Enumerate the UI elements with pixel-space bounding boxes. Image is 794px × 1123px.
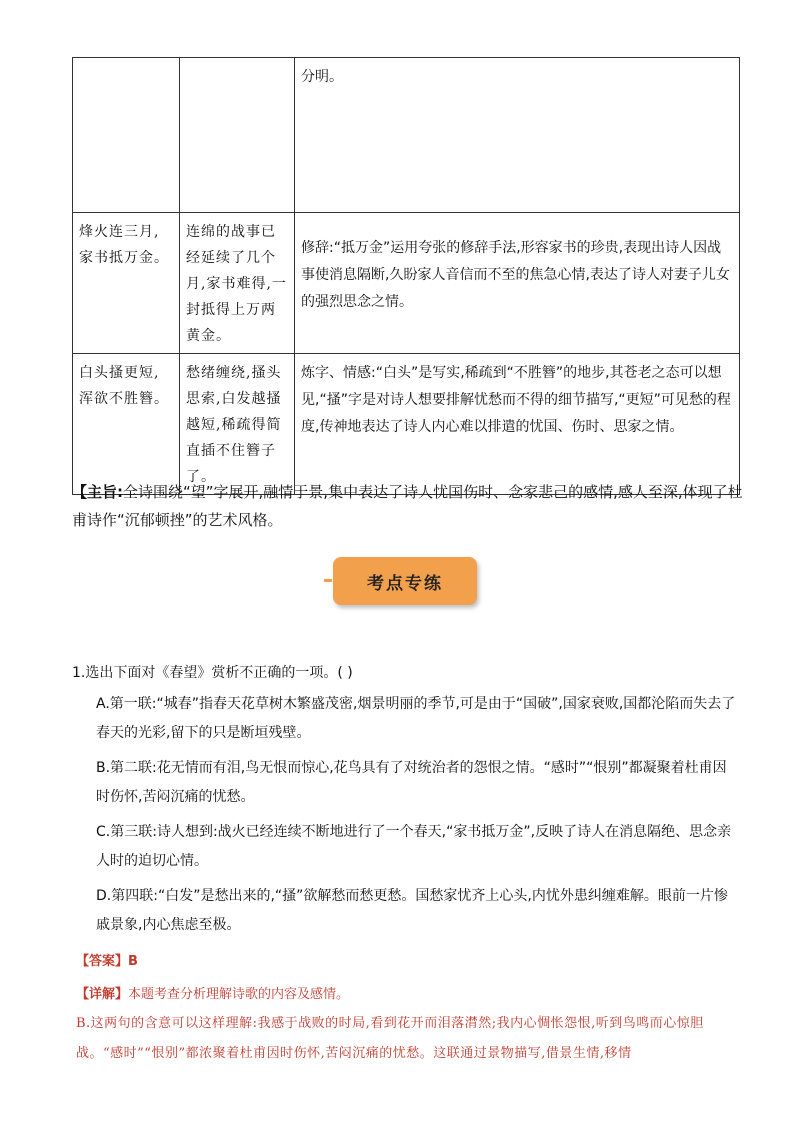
analysis-text: B.这两句的含意可以这样理解:我感于战败的时局,看到花开而泪落潸然;我内心惆怅怨恨,听到鸟鸣而心惊胆战。“感时”“恨别”都浓聚着杜甫因时伤怀,苦闷沉痛的忧愁。这联通过景物描写,借景生情,移情 [76, 1016, 704, 1061]
section-decoration [324, 579, 332, 582]
option-d: D.第四联:“白发”是愁出来的,“搔”欲解愁而愁更愁。国愁家忧齐上心头,内忧外患纠缠难解。眼前一片惨戚景象,内心焦虑至极。 [96, 888, 728, 933]
translation-text: 愁绪缠绕,搔头思索,白发越搔越短,稀疏得简直插不住簪子了。 [186, 365, 282, 485]
table-cell-empty [180, 58, 295, 213]
translation-text: 连绵的战事已经延续了几个月,家书难得,一封抵得上万两黄金。 [186, 224, 287, 344]
verse-text: 烽火连三月,家书抵万金。 [79, 224, 169, 266]
table-row [73, 354, 740, 495]
theme-text: 全诗围绕“望”字展开,融情于景,集中表达了诗人忧国伤时、念家悲己的感情,感人至深,体现了杜甫诗作“沉郁顿挫”的艺术风格。 [72, 483, 743, 529]
theme-tag: 【主旨: [72, 483, 123, 501]
appreciation-text: 修辞:“抵万金”运用夸张的修辞手法,形容家书的珍贵,表现出诗人因战事使消息隔断,久盼家人音信而不至的焦急心情,表达了诗人对妻子儿女的强烈思念之情。 [301, 240, 730, 310]
appreciation-text: 炼字、情感:“白头”是写实,稀疏到“不胜簪”的地步,其苍老之态可以想见,“搔”字是对诗人想要排解忧愁而不得的细节描写,“更短”可见愁的程度,传神地表达了诗人内心难以排遣的忧国、伤时、思家之情。 [301, 365, 731, 435]
table-row [73, 58, 740, 213]
section-header [333, 557, 477, 605]
question-stem: 1.选出下面对《春望》赏析不正确的一项。( ) [72, 665, 353, 681]
theme-paragraph [72, 478, 744, 534]
answer-label: 【答案】B [76, 954, 138, 969]
detail-tag: 【详解】 [76, 987, 129, 1002]
table-cell-appreciation [295, 58, 740, 213]
table-cell-appreciation [295, 354, 740, 495]
table-cell-verse [73, 354, 180, 495]
option-b: B.第二联:花无情而有泪,鸟无恨而惊心,花鸟具有了对统治者的怨恨之情。“感时”“恨别”都凝聚着杜甫因时伤怀,苦闷沉痛的忧愁。 [96, 760, 727, 805]
section-title: 考点专练 [333, 557, 477, 605]
table-cell-translation [180, 213, 295, 354]
table-cell-appreciation [295, 213, 740, 354]
detail-line [76, 983, 349, 1002]
detail-text: 本题考查分析理解诗歌的内容及感情。 [128, 987, 350, 1002]
verse-text: 白头搔更短,浑欲不胜簪。 [79, 365, 169, 407]
cell-text: 分明。 [301, 69, 343, 85]
table-cell-verse [73, 213, 180, 354]
poem-analysis-table [72, 57, 740, 495]
table-cell-translation [180, 354, 295, 495]
option-a: A.第一联:“城春”指春天花草树木繁盛茂密,烟景明丽的季节,可是由于“国破”,国家衰败,国都沦陷而失去了春天的光彩,留下的只是断垣残壁。 [96, 696, 736, 741]
table-row [73, 213, 740, 354]
table-cell-empty [73, 58, 180, 213]
option-c: C.第三联:诗人想到:战火已经连续不断地进行了一个春天,“家书抵万金”,反映了诗人在消息隔绝、思念亲人时的迫切心情。 [96, 824, 732, 869]
